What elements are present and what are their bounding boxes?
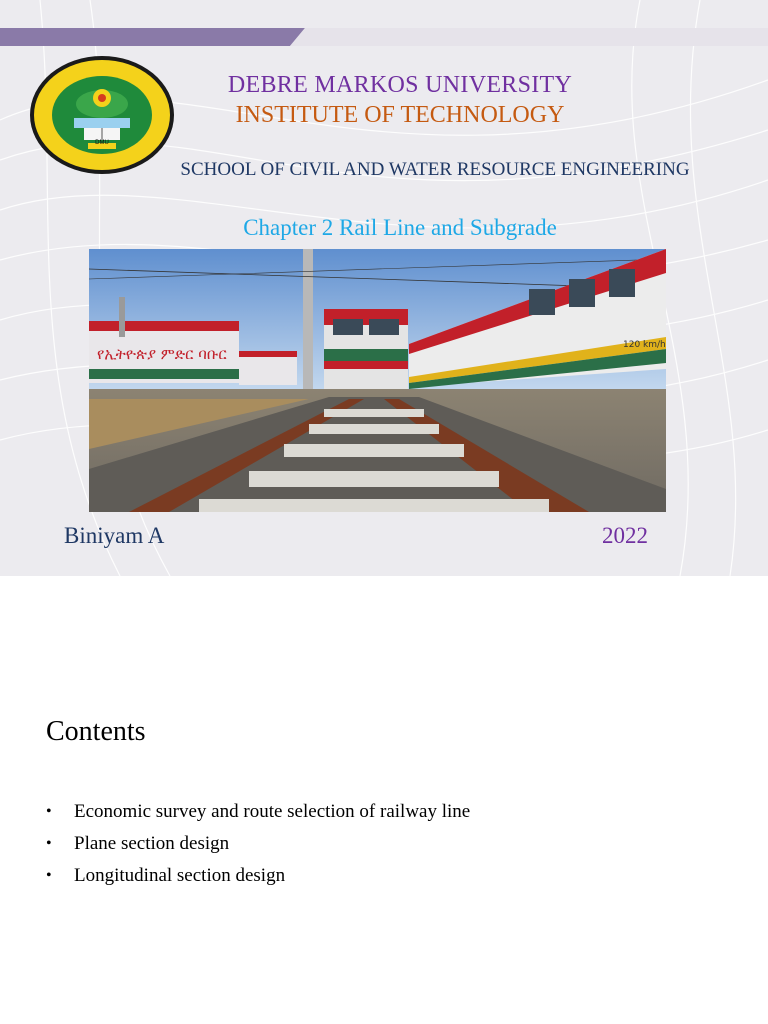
chapter-title: Chapter 2 Rail Line and Subgrade	[243, 215, 557, 240]
list-item-text: Longitudinal section design	[74, 865, 286, 886]
author-name: Biniyam A	[64, 523, 165, 548]
presentation-year: 2022	[602, 523, 648, 548]
top-accent-band	[0, 28, 768, 46]
school-name: SCHOOL OF CIVIL AND WATER RESOURCE ENGINEERING	[180, 159, 690, 180]
bullet-icon: •	[46, 835, 52, 852]
list-item	[46, 828, 470, 860]
institute-name: INSTITUTE OF TECHNOLOGY	[235, 102, 565, 128]
logo-initials: DMU	[95, 140, 109, 146]
contents-slide	[0, 576, 768, 1024]
bullet-icon: •	[46, 803, 52, 820]
contents-list	[46, 796, 470, 892]
railway-photo	[89, 249, 666, 512]
train-sign-text: የኢትዮጵያ ምድር ባቡር	[97, 345, 227, 363]
list-item-text: Plane section design	[74, 833, 230, 854]
university-name: DEBRE MARKOS UNIVERSITY	[227, 72, 573, 98]
contents-title: Contents	[46, 716, 146, 747]
bullet-icon: •	[46, 867, 52, 884]
speed-label: 120 km/h	[623, 340, 666, 350]
list-item-text: Economic survey and route selection of railway line	[74, 801, 471, 822]
list-item	[46, 860, 470, 892]
list-item	[46, 796, 470, 828]
